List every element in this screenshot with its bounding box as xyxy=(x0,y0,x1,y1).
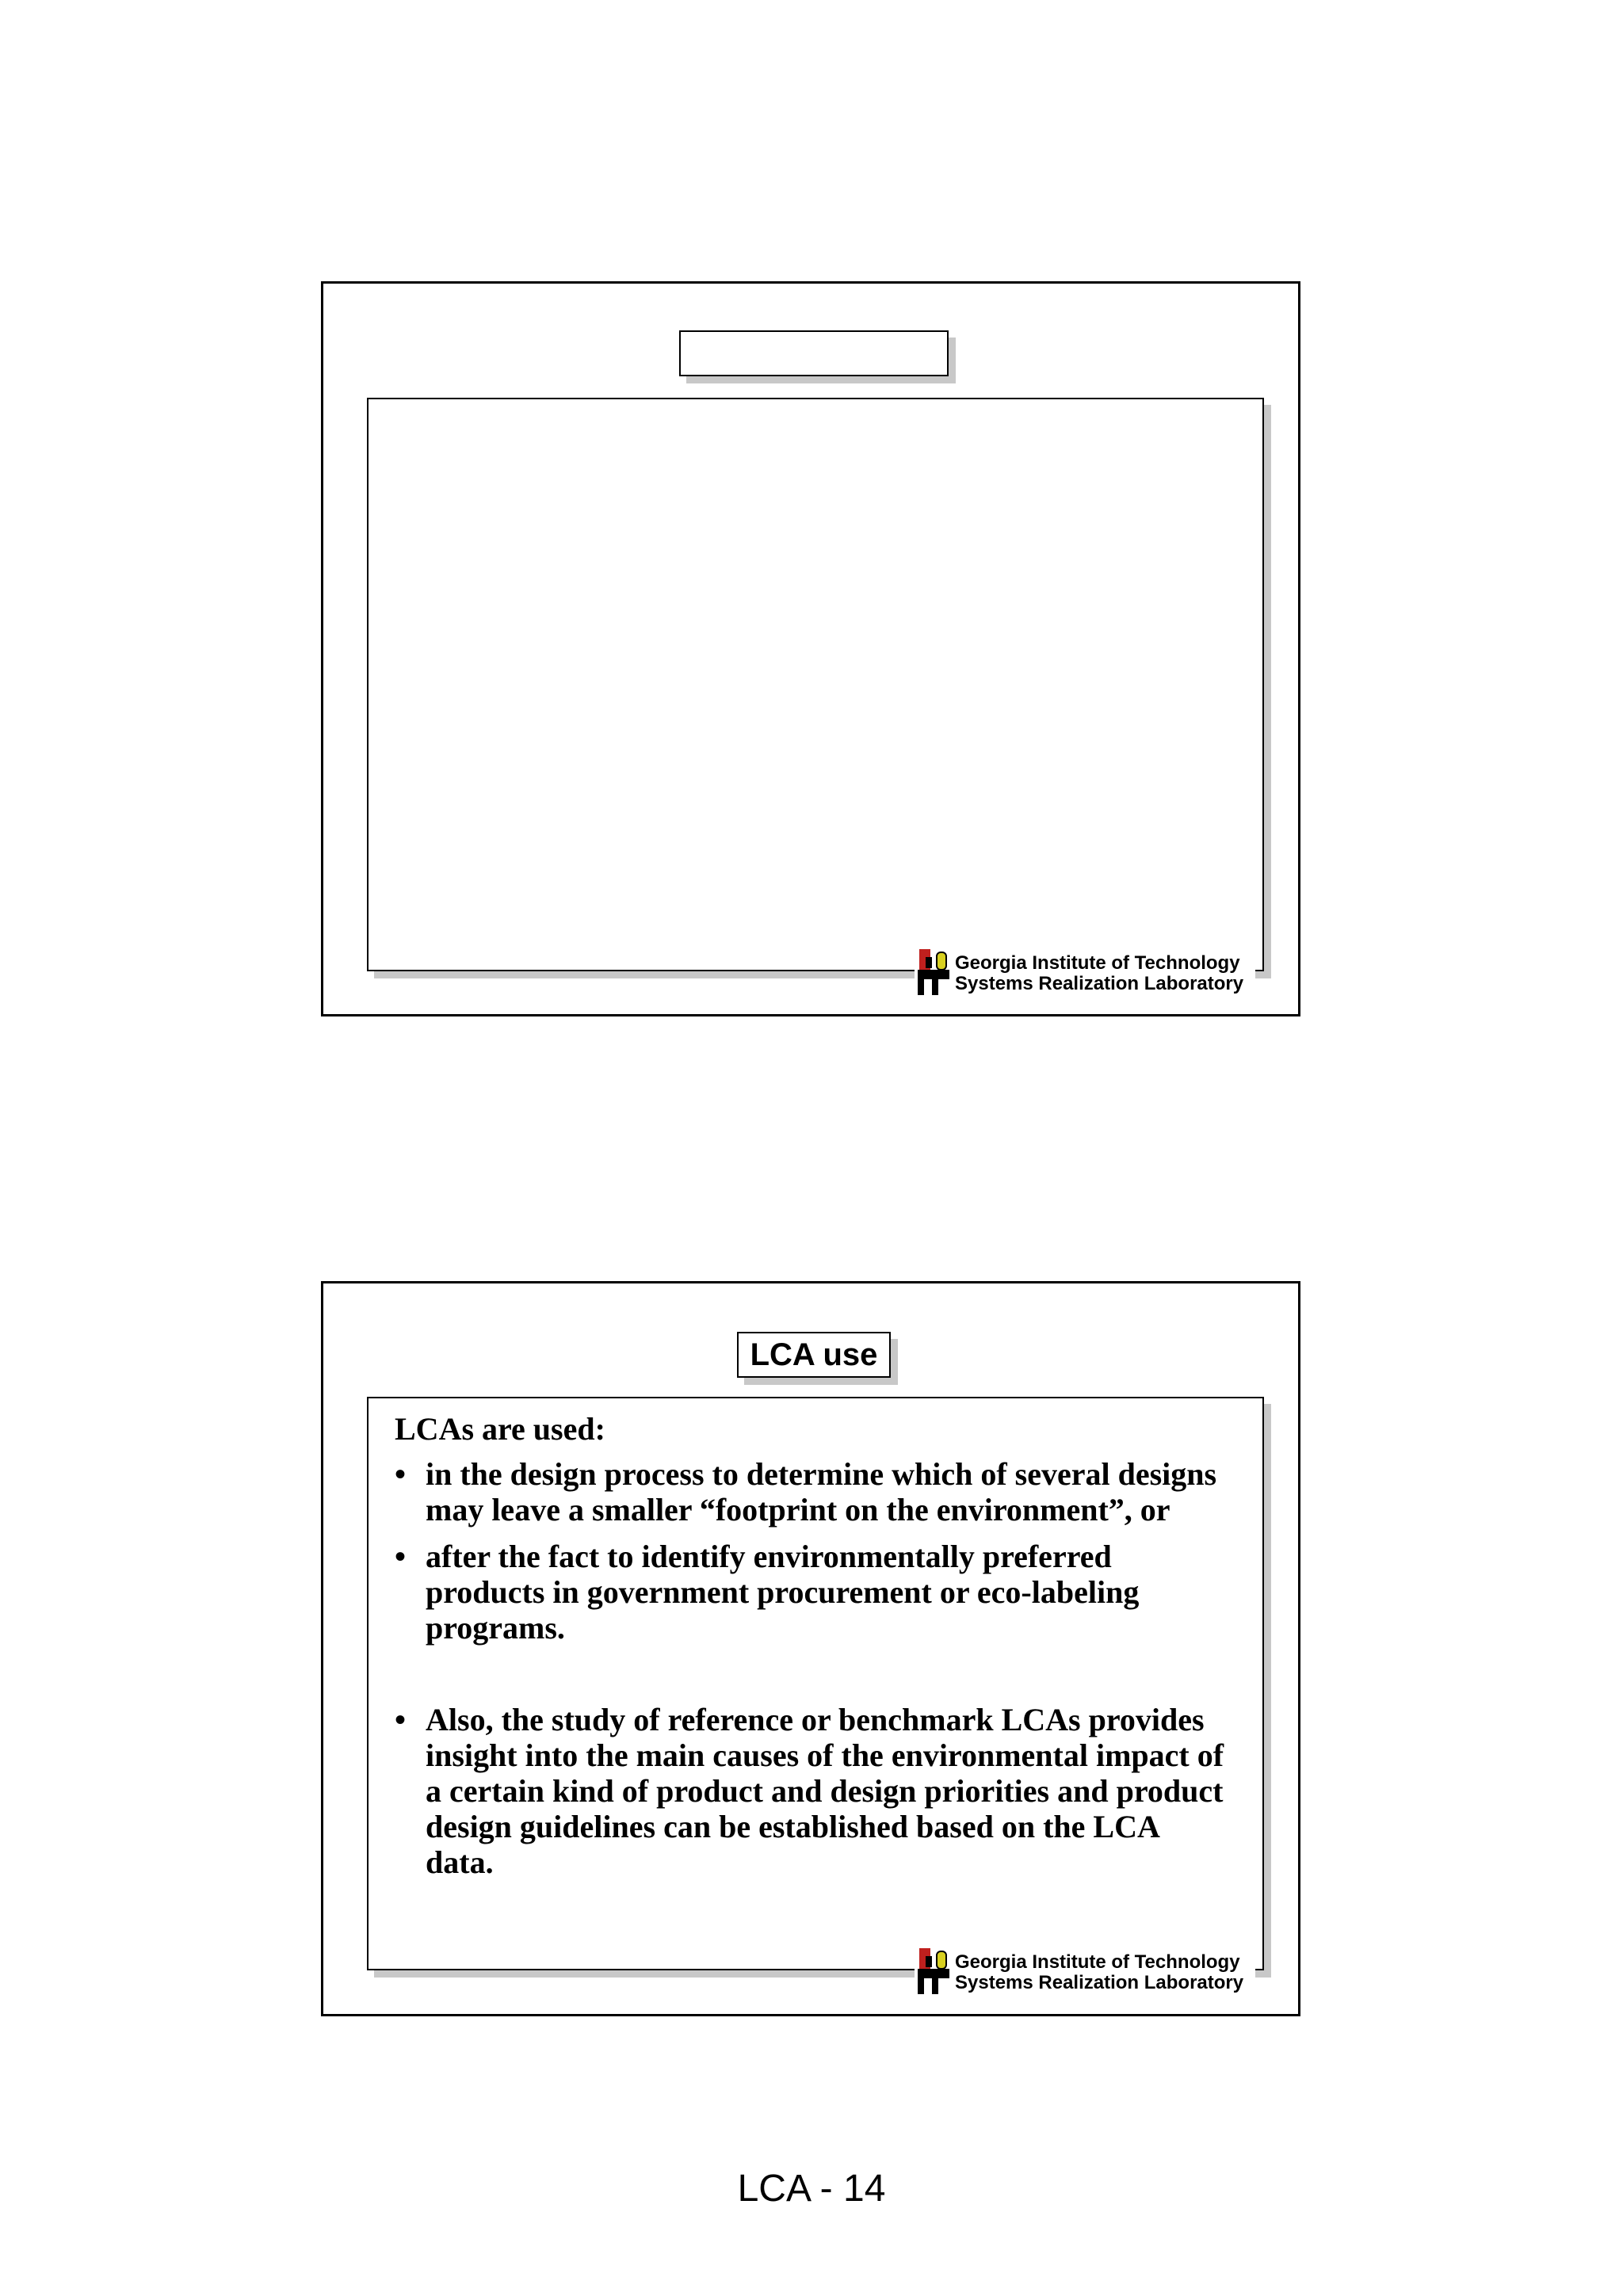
slide-2-logo xyxy=(915,1945,1255,1997)
gatech-srl-logo-icon xyxy=(915,1945,953,1997)
bullet-text: Also, the study of reference or benchmark LCAs provides insight into the main causes of the environmental impact of a certain kind of product and design priorities and product design guidelines can be established based on the LCA data. xyxy=(426,1702,1224,1880)
logo-line-2: Systems Realization Laboratory xyxy=(955,1972,1244,1993)
intro-text: LCAs are used: xyxy=(395,1411,605,1447)
logo-line-1: Georgia Institute of Technology xyxy=(955,952,1240,974)
slide-2-text xyxy=(395,1411,1231,1880)
bullet-item xyxy=(395,1539,1231,1646)
bullet-text: after the fact to identify environmentally preferred products in government procurement or eco-labeling programs. xyxy=(426,1539,1140,1646)
slide-1-title xyxy=(679,330,949,376)
slide-2-content xyxy=(367,1397,1264,1993)
bullet-item xyxy=(395,1456,1231,1527)
slide-1-logo xyxy=(915,946,1255,998)
bullet-item xyxy=(395,1702,1231,1880)
slide-2 xyxy=(321,1281,1300,2016)
slide-1-content xyxy=(367,398,1264,994)
bullet-symbol: • xyxy=(395,1456,407,1492)
bullet-symbol: • xyxy=(395,1702,407,1737)
bullet-text: in the design process to determine which of several designs may leave a smaller “footprint on the environment”, or xyxy=(426,1456,1217,1527)
gatech-srl-logo-icon xyxy=(915,946,953,998)
slide-2-title: LCA use xyxy=(737,1332,891,1378)
page-number: LCA - 14 xyxy=(737,2168,886,2210)
bullet-symbol: • xyxy=(395,1539,407,1574)
logo-line-1: Georgia Institute of Technology xyxy=(955,1951,1240,1973)
slide-1 xyxy=(321,281,1300,1016)
logo-line-2: Systems Realization Laboratory xyxy=(955,973,1244,994)
